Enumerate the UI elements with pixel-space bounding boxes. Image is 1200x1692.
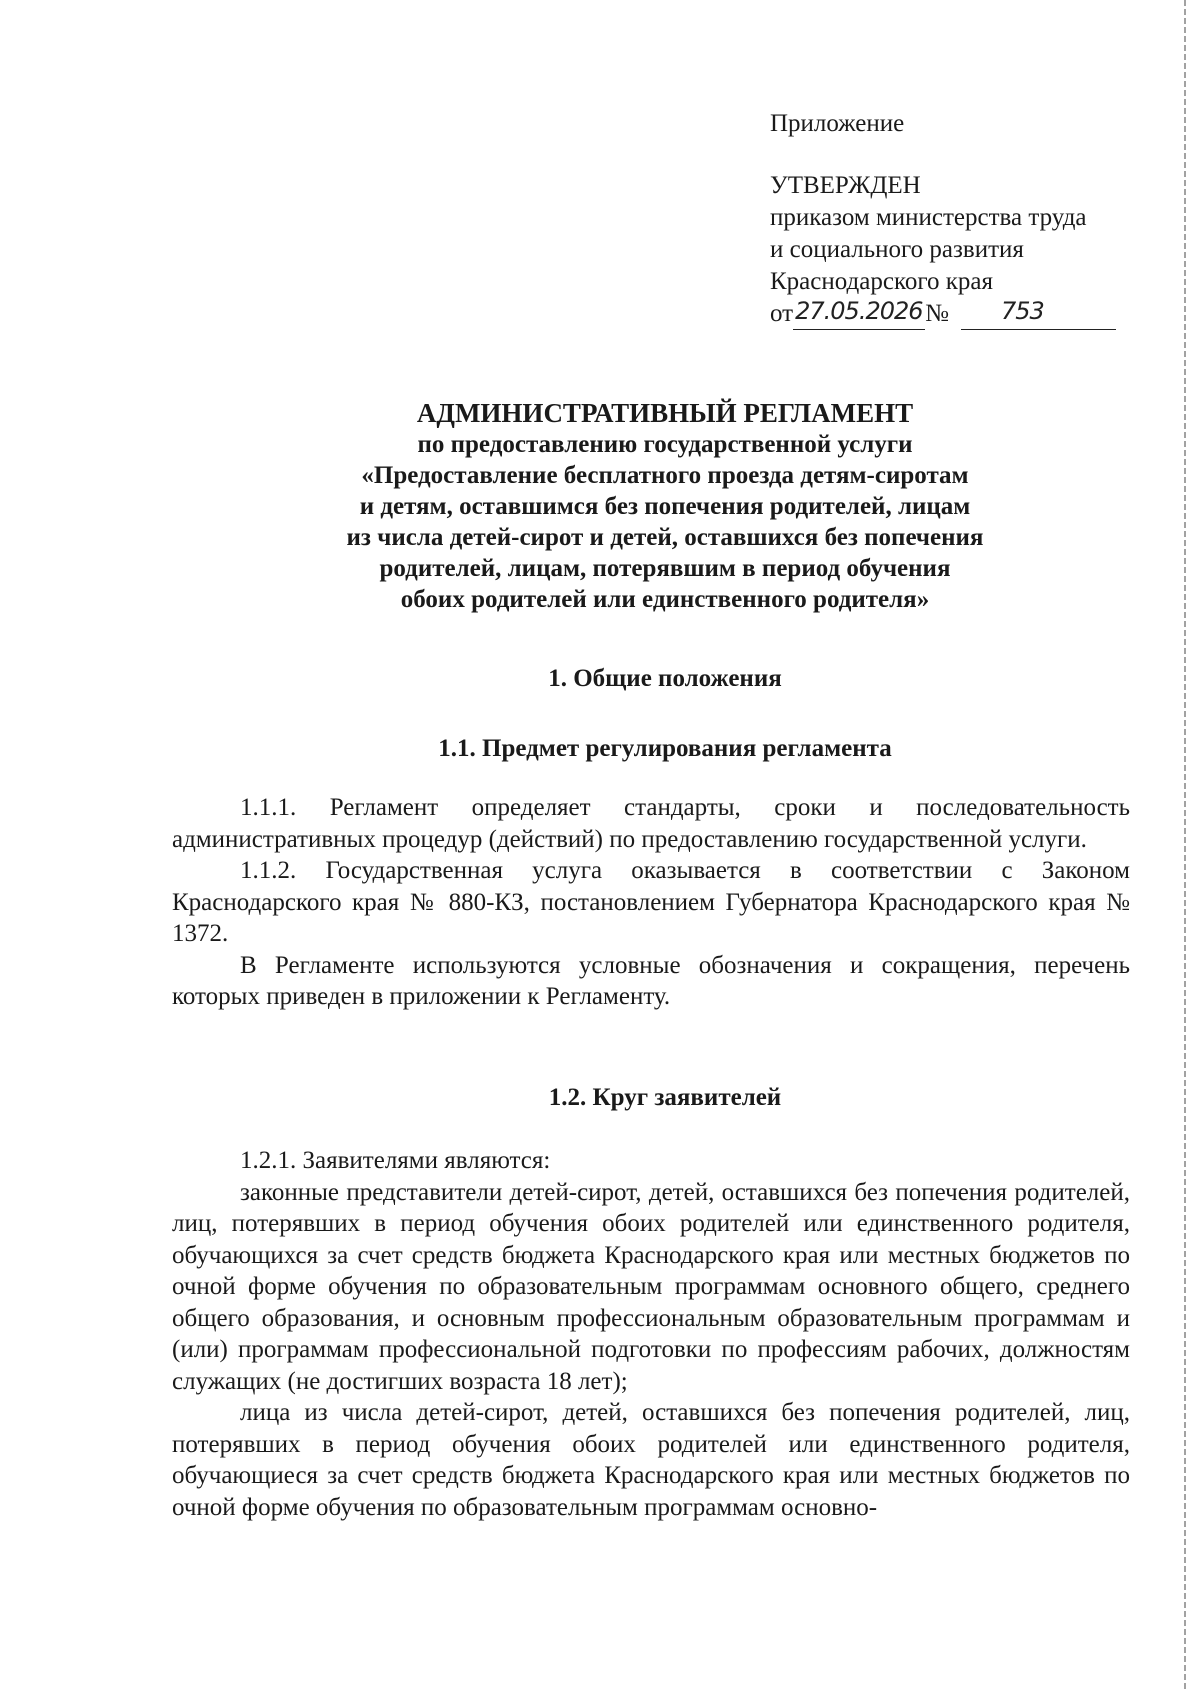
paragraph-1-1-2: 1.1.2. Государственная услуга оказывается в соответствии с Законом Краснодарского края № 880-КЗ, постановлением Губернатора Краснодарского края № 1372. xyxy=(172,857,1130,947)
paragraph-abbreviations: В Регламенте используются условные обозначения и сокращения, перечень которых приведен в приложении к Регламенту. xyxy=(172,951,1130,1010)
order-date-number-line xyxy=(770,298,1170,330)
paragraph-1-1-1: 1.1.1. Регламент определяет стандарты, сроки и последовательность административных процедур (действий) по предоставлению государственной услуги. xyxy=(172,794,1130,853)
subsection-heading-1-2: 1.2. Круг заявителей xyxy=(548,1084,782,1111)
subsection-heading-1-1: 1.1. Предмет регулирования регламента xyxy=(438,735,892,762)
scan-edge xyxy=(1184,0,1186,1692)
subsection-1-1-body xyxy=(172,792,1130,1013)
paragraph-persons-from-orphans: лица из числа детей-сирот, детей, оставшихся без попечения родителей, лиц, потерявших в период обучения обоих родителей или единственного родителя, обучающиеся за счет средств бюджета Краснодарского края или местных бюджетов по очной форме обучения по образовательным программам основно- xyxy=(172,1399,1130,1521)
subsection-1-2-body xyxy=(172,1145,1130,1523)
approval-line-3: Краснодарского края xyxy=(770,268,993,295)
date-blank xyxy=(793,297,925,330)
approval-stamp-block xyxy=(770,108,1170,330)
title-line-6: обоих родителей или единственного родителя» xyxy=(400,586,930,613)
number-sign: № xyxy=(925,300,949,327)
approved-label: УТВЕРЖДЕН xyxy=(770,172,921,199)
annex-label: Приложение xyxy=(770,110,905,137)
number-blank xyxy=(961,297,1116,330)
paragraph-1-2-1: 1.2.1. Заявителями являются: xyxy=(240,1147,551,1174)
title-line-4: из числа детей-сирот и детей, оставшихся без попечения xyxy=(346,524,984,551)
title-line-1: по предоставлению государственной услуги xyxy=(417,431,913,458)
title-line-3: и детям, оставшимся без попечения родителей, лицам xyxy=(359,493,971,520)
approval-line-1: приказом министерства труда xyxy=(770,204,1087,231)
handwritten-date: 27.05.2026 xyxy=(795,297,923,325)
handwritten-number: 753 xyxy=(1000,297,1044,325)
paragraph-legal-representatives: законные представители детей-сирот, детей, оставшихся без попечения родителей, лиц, потерявших в период обучения обоих родителей или единственного родителя, обучающихся за счет средств бюджета Краснодарского края или местных бюджетов по очной форме обучения по образовательным программам основного общего, среднего общего образования, и основным профессиональным образовательным программам и (или) программам профессиональной подготовки по профессиям рабочих, должностям служащих (не достигших возраста 18 лет); xyxy=(172,1178,1130,1395)
title-line-5: родителей, лицам, потерявшим в период обучения xyxy=(379,555,951,582)
section-heading: 1. Общие положения xyxy=(548,665,782,692)
title-main: АДМИНИСТРАТИВНЫЙ РЕГЛАМЕНТ xyxy=(416,398,914,428)
title-line-2: «Предоставление бесплатного проезда детям-сиротам xyxy=(361,462,969,489)
document-title xyxy=(170,398,1160,615)
approval-line-2: и социального развития xyxy=(770,236,1024,263)
date-prefix: от xyxy=(770,300,794,327)
